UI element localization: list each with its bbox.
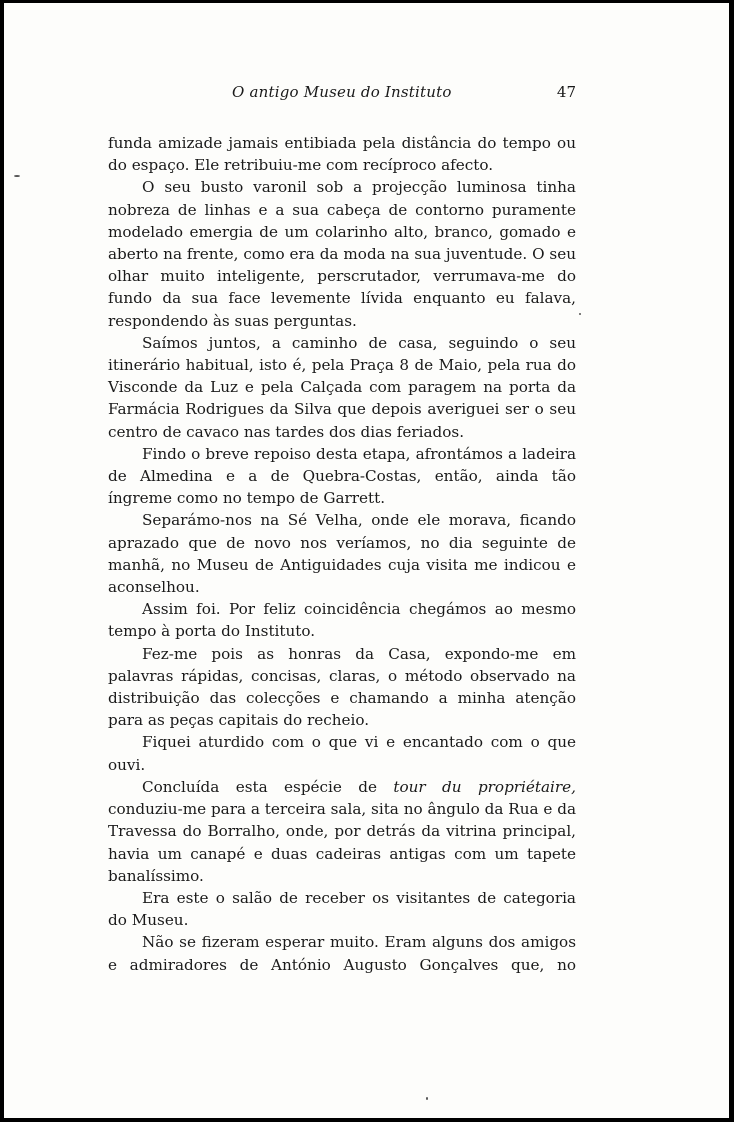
paragraph-text: conduziu-me para a terceira sala, sita no ângulo da Rua e da Travessa do Borralho, onde, por detrás da vitrina principal, havia um canapé e duas cadeiras antigas com um tapete banalíssimo. <box>108 800 576 885</box>
scan-speck <box>14 175 20 177</box>
paragraph: O seu busto varonil sob a projecção luminosa tinha nobreza de linhas e a sua cabeça de contorno puramente modelado emergia de um colarinho alto, branco, gomado e aberto na frente, como era da moda na sua juventude. O seu olhar muito inteligente, perscrutador, verrumava-me do fundo da sua face levemente lívida enquanto eu falava, respondendo às suas perguntas. <box>108 178 576 330</box>
book-page <box>108 83 576 976</box>
scan-speck <box>426 1097 428 1100</box>
paragraph: funda amizade jamais entibiada pela distância do tempo ou do espaço. Ele retribuiu-me com recíproco afecto. <box>108 134 576 175</box>
paragraph <box>108 776 576 887</box>
paragraph: Findo o breve repoiso desta etapa, afrontámos a ladeira de Almedina e a de Quebra-Costas, então, ainda tão íngreme como no tempo de Garrett. <box>108 444 576 508</box>
body-text <box>108 132 576 976</box>
scan-speck <box>579 313 581 315</box>
paragraph-text: Concluída esta espécie de <box>142 777 394 796</box>
paragraph: Separámo-nos na Sé Velha, onde ele morava, ficando aprazado que de novo nos veríamos, no dia seguinte de manhã, no Museu de Antiguidades cuja visita me indicou e aconselhou. <box>108 511 576 597</box>
paragraph: Assim foi. Por feliz coincidência chegámos ao mesmo tempo à porta do Instituto. <box>108 600 576 641</box>
page-number: 47 <box>556 83 576 101</box>
running-title: O antigo Museu do Instituto <box>232 83 452 101</box>
paragraph: Saímos juntos, a caminho de casa, seguindo o seu itinerário habitual, isto é, pela Praça 8 de Maio, pela rua do Visconde da Luz e pela Calçada com paragem na porta da Farmácia Rodrigues da Silva que depois averiguei ser o seu centro de cavaco nas tardes dos dias feriados. <box>108 333 576 441</box>
paragraph: Fez-me pois as honras da Casa, expondo-me em palavras rápidas, concisas, claras, o método observado na distribuição das colecções e chamando a minha atenção para as peças capitais do recheio. <box>108 644 576 730</box>
paragraph: Não se fizeram esperar muito. Eram alguns dos amigos e admiradores de António Augusto Gonçalves que, no <box>108 933 576 974</box>
paragraph: Fiquei aturdido com o que vi e encantado com o que ouvi. <box>108 733 576 774</box>
italic-phrase: tour du propriétaire, <box>393 777 576 796</box>
paragraph: Era este o salão de receber os visitantes de categoria do Museu. <box>108 888 576 930</box>
running-header <box>108 83 576 111</box>
